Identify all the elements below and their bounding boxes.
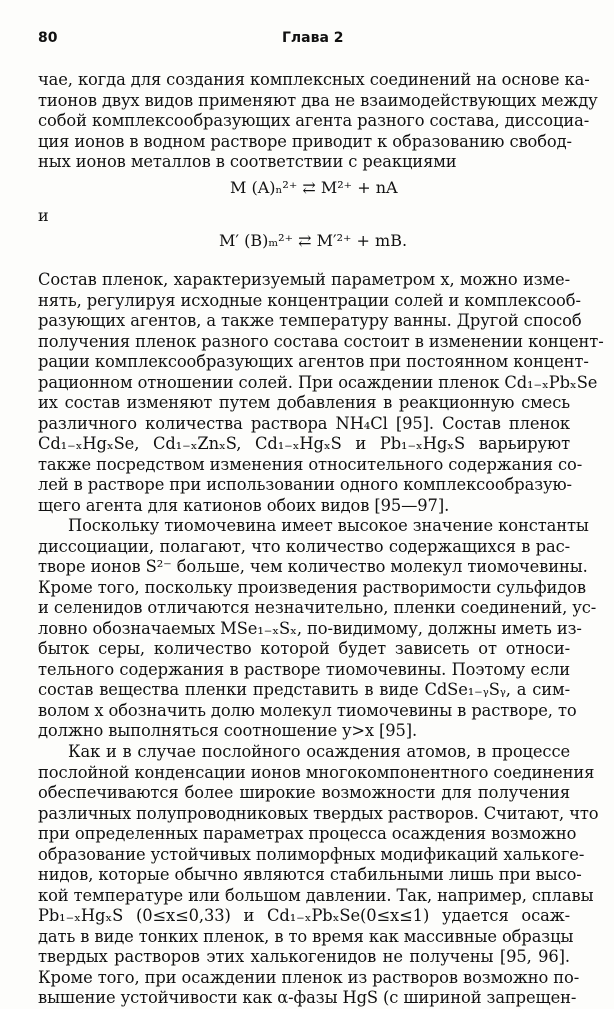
text-line: разующих агентов, а также температуру ванны. Другой способ xyxy=(38,311,582,330)
text-line: Как и в случае послойного осаждения атомов, в процессе xyxy=(68,742,570,761)
equation-2: M′ (B)ₘ²⁺ ⇄ M′²⁺ + mB. xyxy=(219,231,408,250)
text-line: Состав пленок, характеризуемый параметром x, можно изме- xyxy=(38,270,570,289)
text-line: тельного содержания в растворе тиомочевины. Поэтому если xyxy=(38,659,570,679)
paragraph-4 xyxy=(38,742,599,1009)
text-line: лей в растворе при использовании одного комплексообразую- xyxy=(38,475,572,494)
text-line: творе ионов S²⁻ больше, чем количество молекул тиомочевины. xyxy=(38,557,588,576)
running-header xyxy=(38,30,570,50)
text-line: рации комплексообразующих агентов при постоянном концент- xyxy=(38,352,589,371)
text-line: Кроме того, при осаждении пленок из растворов возможно по- xyxy=(38,967,580,987)
text-line: вышение устойчивости как α-фазы HgS (с шириной запрещен- xyxy=(38,988,577,1007)
text-line: их состав изменяют путем добавления в реакционную смесь xyxy=(38,393,570,412)
text-line: различных полупроводниковых твердых растворов. Считают, что xyxy=(38,803,599,823)
text-line: щего агента для катионов обоих видов [95—97]. xyxy=(38,495,450,515)
text-line: ция ионов в водном растворе приводит к образованию свобод- xyxy=(38,131,572,151)
text-line: быток серы, количество которой будет зависеть от относи- xyxy=(38,639,570,658)
text-line: состав вещества пленки представить в виде CdSe₁₋ᵧSᵧ, а сим- xyxy=(38,680,570,699)
text-line: дать в виде тонких пленок, в то время как массивные образцы xyxy=(38,926,574,946)
connector-word: и xyxy=(38,206,49,225)
text-line: Cd₁₋ₓHgₓSe, Cd₁₋ₓZnₓS, Cd₁₋ₓHgₓS и Pb₁₋ₓHgₓS варьируют xyxy=(38,434,570,453)
text-line: получения пленок разного состава состоит в изменении концент- xyxy=(38,331,604,351)
text-line: твердых растворов этих халькогенидов не получены [95, 96]. xyxy=(38,947,570,966)
text-line: ловно обозначаемых MSe₁₋ₓSₓ, по-видимому, должны иметь из- xyxy=(38,618,582,638)
paragraph-2 xyxy=(38,270,604,516)
text-line: ных ионов металлов в соответствии с реакциями xyxy=(38,152,457,171)
text-line: послойной конденсации ионов многокомпонентного соединения xyxy=(38,762,595,782)
text-line: различного количества раствора NH₄Cl [95]. Состав пленок xyxy=(38,413,570,433)
text-line: тионов двух видов применяют два не взаимодействующих между xyxy=(38,90,598,110)
text-line: Кроме того, поскольку произведения растворимости сульфидов xyxy=(38,577,586,597)
text-line: также посредством изменения относительного содержания со- xyxy=(38,454,583,474)
paragraph-1 xyxy=(38,70,598,173)
text-line: нять, регулируя исходные концентрации солей и комплексооб- xyxy=(38,290,581,310)
text-line: рационном отношении солей. При осаждении пленок Cd₁₋ₓPbₓSe xyxy=(38,372,598,392)
text-line: нидов, которые обычно являются стабильными лишь при высо- xyxy=(38,865,582,884)
text-line: чае, когда для создания комплексных соединений на основе ка- xyxy=(38,70,590,89)
text-line: обеспечиваются более широкие возможности для получения xyxy=(38,783,570,802)
text-line: кой температуре или большом давлении. Так, например, сплавы xyxy=(38,885,594,905)
text-line: при определенных параметрах процесса осаждения возможно xyxy=(38,824,577,843)
text-line: Поскольку тиомочевина имеет высокое значение константы xyxy=(68,516,589,535)
paragraph-3 xyxy=(38,516,597,742)
equation-1: M (A)ₙ²⁺ ⇄ M²⁺ + nA xyxy=(230,178,398,197)
text-line: диссоциации, полагают, что количество содержащихся в рас- xyxy=(38,536,570,556)
text-line: собой комплексообразующих агента разного состава, диссоциа- xyxy=(38,111,590,130)
text-line: и селенидов отличаются незначительно, пленки соединений, ус- xyxy=(38,598,597,617)
chapter-title: Глава 2 xyxy=(282,30,344,46)
text-line: должно выполняться соотношение y>x [95]. xyxy=(38,721,418,740)
text-line: волом x обозначить долю молекул тиомочевины в растворе, то xyxy=(38,700,577,720)
text-line: Pb₁₋ₓHgₓS (0≤x≤0,33) и Cd₁₋ₓPbₓSe(0≤x≤1) удается осаж- xyxy=(38,906,570,925)
page-number: 80 xyxy=(38,30,58,46)
text-line: образование устойчивых полиморфных модификаций халькоге- xyxy=(38,844,585,864)
